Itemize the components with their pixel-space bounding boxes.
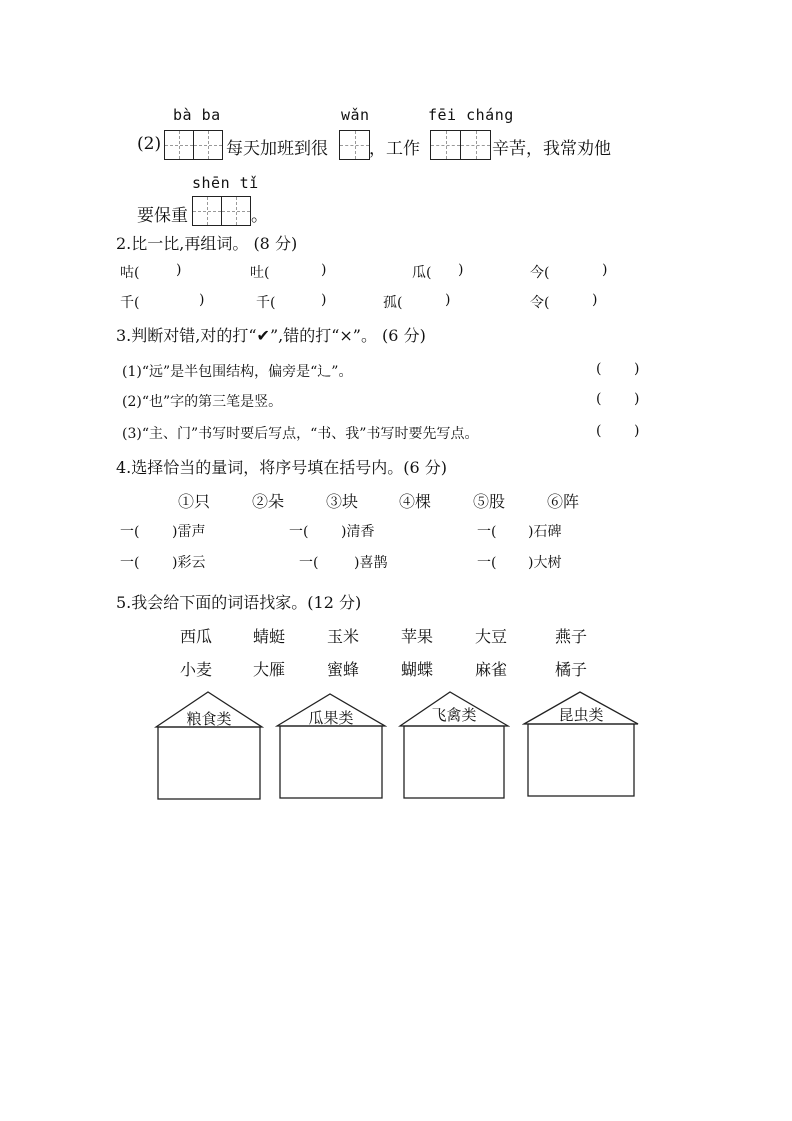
q3-answer-2-open[interactable]: ( (596, 391, 602, 407)
q4-item-4: )彩云 (172, 555, 206, 571)
q2-row2-a-close[interactable]: ) (199, 292, 205, 308)
word-r2-5: 麻雀 (475, 660, 508, 679)
house-fruit[interactable] (275, 690, 387, 802)
option-2: ②朵 (252, 492, 285, 511)
sentence-part-3: 辛苦，我常劝他 (492, 139, 611, 159)
house-birds[interactable] (398, 690, 510, 802)
q3-answer-3-close: ) (634, 423, 640, 439)
q4-item-2: )清香 (341, 524, 375, 540)
tianzige-box-shenti[interactable] (192, 196, 251, 226)
word-r2-4: 蝴蝶 (401, 660, 434, 679)
word-r1-6: 燕子 (555, 627, 588, 646)
q4-item-1: )雷声 (172, 524, 206, 540)
q3-statement-1: (1)“远”是半包围结构，偏旁是“辶”。 (122, 364, 353, 380)
q2-row1-d-open: 今( (530, 265, 550, 281)
q4-item-5: )喜鹊 (354, 555, 388, 571)
word-r1-3: 玉米 (327, 627, 360, 646)
q4-item-6: )大树 (528, 555, 562, 571)
q2-row2-c-open: 孤( (383, 295, 403, 311)
q2-row1-a-open: 咕( (120, 265, 140, 281)
q2-row2-c-close[interactable]: ) (445, 292, 451, 308)
option-4: ④棵 (399, 492, 432, 511)
pinyin-feichang: fēi cháng (428, 106, 514, 124)
word-r2-3: 蜜蜂 (327, 660, 360, 679)
q4-blank-3[interactable]: 一( (477, 524, 497, 540)
word-r2-2: 大雁 (253, 660, 286, 679)
question-3-title: 3.判断对错,对的打“✔”,错的打“×”。 (6 分) (116, 326, 426, 345)
word-r1-2: 蜻蜓 (253, 627, 286, 646)
q2-row1-c-open: 瓜( (412, 265, 432, 281)
q2-row1-b-close[interactable]: ) (321, 262, 327, 278)
tianzige-box-wan[interactable] (339, 130, 370, 160)
pinyin-shenti: shēn tǐ (192, 174, 259, 192)
option-6: ⑥阵 (547, 492, 580, 511)
option-3: ③块 (326, 492, 359, 511)
house-label-insects: 昆虫类 (558, 706, 604, 724)
house-grain[interactable] (154, 690, 264, 802)
sentence-part-2: ，工作 (369, 139, 420, 159)
house-label-fruit: 瓜果类 (308, 709, 354, 727)
q2-row2-b-open: 千( (256, 295, 276, 311)
q4-blank-4[interactable]: 一( (120, 555, 140, 571)
q2-row2-a-open: 千( (120, 295, 140, 311)
question-5-title: 5.我会给下面的词语找家。(12 分) (116, 593, 362, 612)
q3-answer-1-open[interactable]: ( (596, 361, 602, 377)
house-label-grain: 粮食类 (186, 710, 232, 728)
q3-statement-3: (3)“主、门”书写时要后写点，“书、我”书写时要先写点。 (122, 426, 479, 442)
q3-answer-1-close: ) (634, 361, 640, 377)
pinyin-wan: wǎn (341, 106, 370, 124)
q3-answer-3-open[interactable]: ( (596, 423, 602, 439)
sentence-part-4: 要保重 (137, 206, 188, 226)
q4-blank-6[interactable]: 一( (477, 555, 497, 571)
q4-blank-1[interactable]: 一( (120, 524, 140, 540)
word-r1-5: 大豆 (475, 627, 508, 646)
q2-row1-d-close[interactable]: ) (602, 262, 608, 278)
q3-statement-2: (2)“也”字的第三笔是竖。 (122, 394, 283, 410)
q2-row2-d-open: 令( (530, 295, 550, 311)
q2-row1-a-close[interactable]: ) (176, 262, 182, 278)
option-1: ①只 (178, 492, 211, 511)
q2-row2-d-close[interactable]: ) (592, 292, 598, 308)
question-4-title: 4.选择恰当的量词，将序号填在括号内。(6 分) (116, 458, 448, 477)
word-r1-4: 苹果 (401, 627, 434, 646)
question-2-title: 2.比一比,再组词。 (8 分) (116, 234, 298, 253)
q2-row1-b-open: 吐( (250, 265, 270, 281)
q3-answer-2-close: ) (634, 391, 640, 407)
q4-blank-2[interactable]: 一( (289, 524, 309, 540)
q2-row2-b-close[interactable]: ) (321, 292, 327, 308)
sentence-part-1: 每天加班到很 (226, 139, 328, 159)
pinyin-baba: bà ba (173, 106, 221, 124)
q4-blank-5[interactable]: 一( (299, 555, 319, 571)
word-r2-6: 橘子 (555, 660, 588, 679)
tianzige-box-feichang[interactable] (430, 130, 491, 160)
house-outline-grain (154, 690, 264, 802)
q4-item-3: )石碑 (528, 524, 562, 540)
word-r2-1: 小麦 (180, 660, 213, 679)
tianzige-box-baba[interactable] (164, 130, 223, 160)
q2-row1-c-close[interactable]: ) (458, 262, 464, 278)
house-label-birds: 飞禽类 (431, 706, 477, 724)
word-r1-1: 西瓜 (180, 627, 213, 646)
item-number: (2) (137, 134, 162, 154)
sentence-part-5: 。 (251, 206, 268, 226)
option-5: ⑤股 (473, 492, 506, 511)
house-insects[interactable] (522, 690, 640, 802)
